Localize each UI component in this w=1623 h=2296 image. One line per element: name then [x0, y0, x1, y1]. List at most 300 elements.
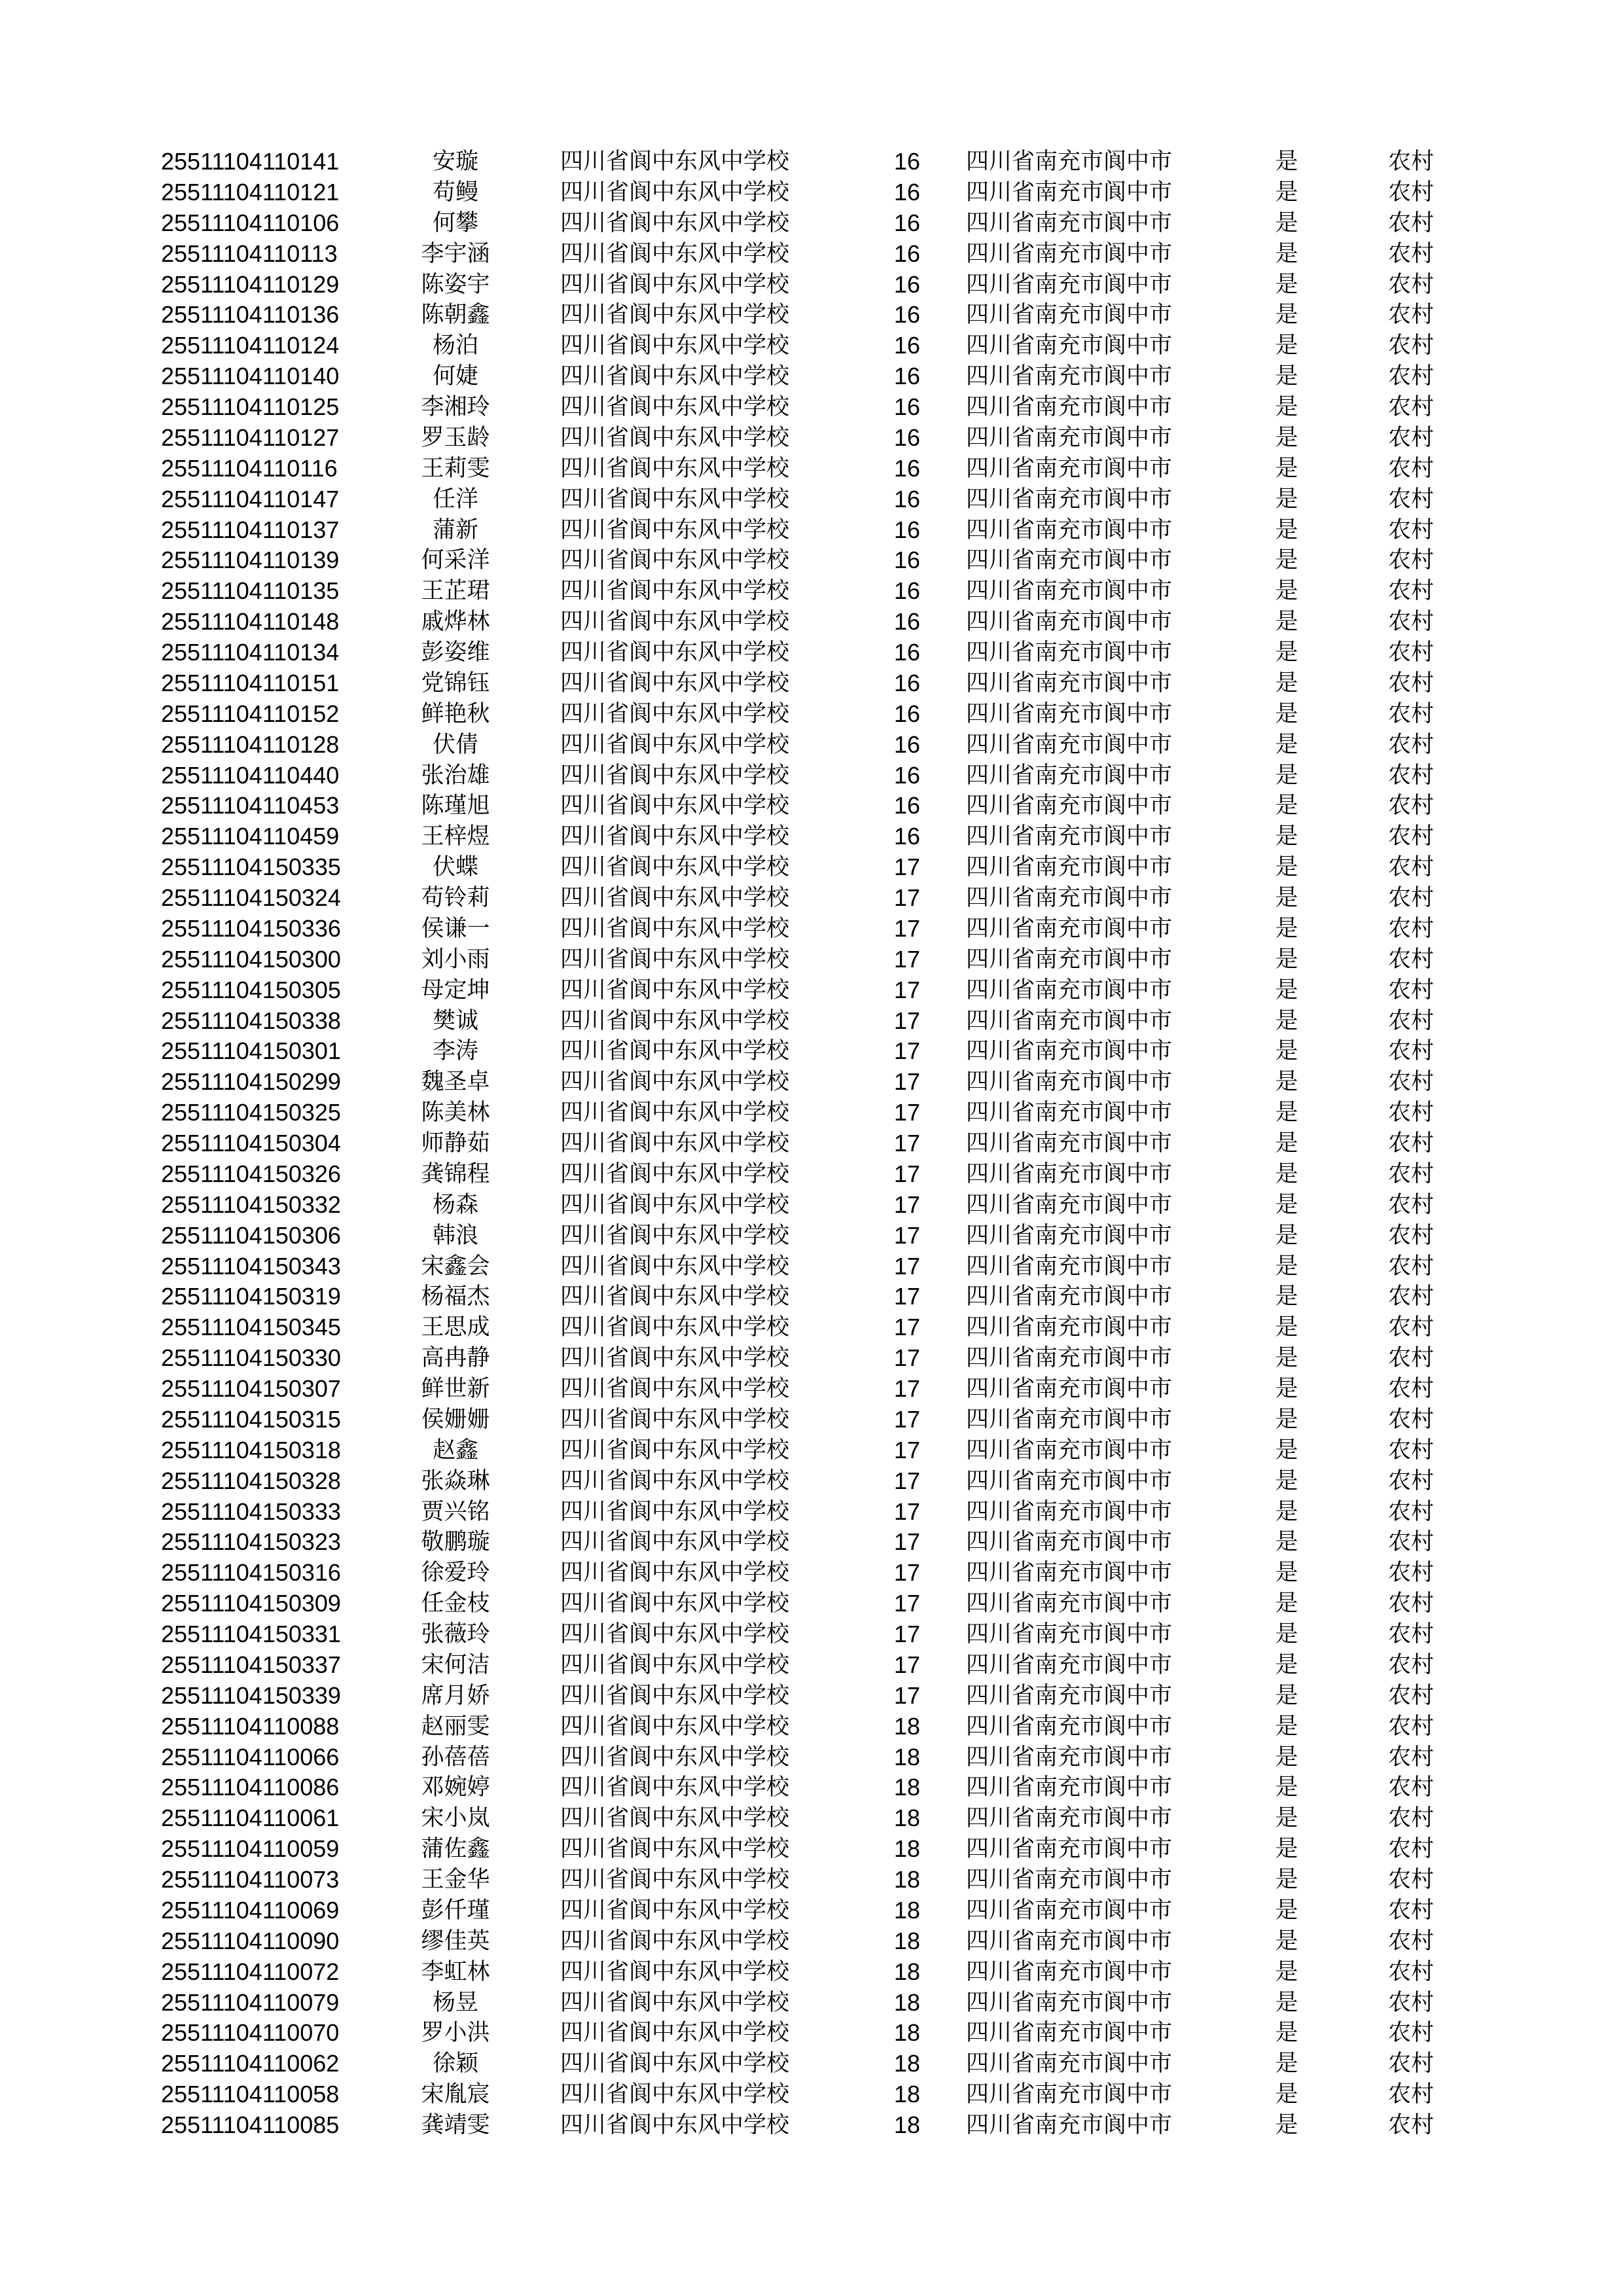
school-name: 四川省阆中东风中学校 — [560, 1007, 790, 1034]
student-id: 25511104150325 — [161, 1099, 341, 1126]
eligibility-flag: 是 — [1275, 885, 1298, 911]
table-row — [161, 1895, 1476, 1926]
student-name: 杨森 — [432, 1191, 478, 1218]
area-type: 农村 — [1387, 1867, 1434, 1893]
eligibility-flag: 是 — [1275, 1805, 1298, 1832]
student-id: 25511104150309 — [161, 1590, 341, 1617]
grade-number: 16 — [893, 700, 921, 727]
table-row — [161, 208, 1476, 239]
table-row — [161, 944, 1476, 975]
grade-number: 16 — [893, 577, 921, 605]
area-type: 农村 — [1387, 1376, 1434, 1402]
student-name: 缪佳英 — [421, 1928, 490, 1954]
grade-number: 16 — [893, 823, 921, 850]
school-name: 四川省阆中东风中学校 — [560, 424, 790, 451]
grade-number: 16 — [893, 761, 921, 789]
region: 四川省南充市阆中市 — [966, 240, 1173, 267]
area-type: 农村 — [1387, 1774, 1434, 1801]
table-row — [161, 883, 1476, 914]
student-name: 李虹林 — [421, 1958, 490, 1985]
student-name: 韩浪 — [432, 1222, 478, 1249]
eligibility-flag: 是 — [1275, 1191, 1298, 1218]
student-id: 25511104150306 — [161, 1221, 341, 1249]
table-row — [161, 1435, 1476, 1466]
school-name: 四川省阆中东风中学校 — [560, 1805, 790, 1832]
school-name: 四川省阆中东风中学校 — [560, 1621, 790, 1647]
student-name: 李湘玲 — [421, 394, 490, 420]
school-name: 四川省阆中东风中学校 — [560, 1467, 790, 1494]
school-name: 四川省阆中东风中学校 — [560, 2081, 790, 2108]
grade-number: 16 — [893, 547, 921, 574]
student-id: 25511104110073 — [161, 1866, 340, 1893]
region: 四川省南充市阆中市 — [966, 1253, 1173, 1280]
region: 四川省南充市阆中市 — [966, 823, 1173, 850]
school-name: 四川省阆中东风中学校 — [560, 1713, 790, 1740]
student-name: 伏倩 — [432, 731, 478, 758]
eligibility-flag: 是 — [1275, 1621, 1298, 1647]
region: 四川省南充市阆中市 — [966, 547, 1173, 574]
region: 四川省南充市阆中市 — [966, 1283, 1173, 1310]
student-id: 25511104150304 — [161, 1130, 341, 1157]
student-name: 王梓煜 — [421, 823, 490, 850]
student-id: 25511104110125 — [161, 393, 340, 420]
table-row — [161, 1497, 1476, 1528]
student-name: 任金枝 — [421, 1590, 490, 1617]
eligibility-flag: 是 — [1275, 1744, 1298, 1770]
school-name: 四川省阆中东风中学校 — [560, 302, 790, 329]
student-name: 孙蓓蓓 — [421, 1744, 490, 1770]
student-name: 安璇 — [432, 149, 478, 175]
student-name: 陈美林 — [421, 1100, 490, 1126]
student-id: 25511104150318 — [161, 1436, 341, 1463]
grade-number: 17 — [893, 1559, 921, 1587]
table-row — [161, 1343, 1476, 1374]
student-name: 罗玉龄 — [421, 424, 490, 451]
table-row — [161, 177, 1476, 208]
student-table — [161, 147, 1476, 2141]
grade-number: 16 — [893, 270, 921, 298]
region: 四川省南充市阆中市 — [966, 332, 1173, 359]
student-id: 25511104150299 — [161, 1068, 341, 1096]
area-type: 农村 — [1387, 2051, 1434, 2077]
student-id: 25511104110124 — [161, 332, 340, 359]
table-row — [161, 147, 1476, 177]
eligibility-flag: 是 — [1275, 1283, 1298, 1310]
region: 四川省南充市阆中市 — [966, 1989, 1173, 2016]
eligibility-flag: 是 — [1275, 363, 1298, 390]
region: 四川省南充市阆中市 — [966, 1345, 1173, 1372]
student-id: 25511104110066 — [161, 1743, 340, 1770]
eligibility-flag: 是 — [1275, 394, 1298, 420]
table-row — [161, 1312, 1476, 1343]
student-name: 伏蝶 — [432, 854, 478, 881]
student-name: 彭姿维 — [421, 639, 490, 666]
school-name: 四川省阆中东风中学校 — [560, 1958, 790, 1985]
school-name: 四川省阆中东风中学校 — [560, 1130, 790, 1157]
student-name: 侯谦一 — [421, 915, 490, 942]
area-type: 农村 — [1387, 977, 1434, 1003]
student-id: 25511104150328 — [161, 1467, 341, 1494]
eligibility-flag: 是 — [1275, 486, 1298, 512]
student-name: 苟铃莉 — [421, 885, 490, 911]
school-name: 四川省阆中东风中学校 — [560, 1376, 790, 1402]
student-id: 25511104110090 — [161, 1927, 340, 1954]
table-row — [161, 270, 1476, 300]
table-row — [161, 1650, 1476, 1681]
school-name: 四川省阆中东风中学校 — [560, 1590, 790, 1617]
student-name: 宋小岚 — [421, 1805, 490, 1832]
table-row — [161, 1282, 1476, 1312]
grade-number: 18 — [893, 1958, 921, 1985]
student-name: 张治雄 — [421, 762, 490, 789]
area-type: 农村 — [1387, 1100, 1434, 1126]
table-row — [161, 392, 1476, 423]
school-name: 四川省阆中东风中学校 — [560, 1836, 790, 1863]
region: 四川省南充市阆中市 — [966, 302, 1173, 329]
area-type: 农村 — [1387, 1467, 1434, 1494]
student-name: 戚烨林 — [421, 609, 490, 636]
school-name: 四川省阆中东风中学校 — [560, 609, 790, 636]
student-name: 徐颖 — [432, 2051, 478, 2077]
table-row — [161, 1834, 1476, 1865]
region: 四川省南充市阆中市 — [966, 1160, 1173, 1187]
grade-number: 17 — [893, 1344, 921, 1372]
student-name: 高冉静 — [421, 1345, 490, 1372]
area-type: 农村 — [1387, 1590, 1434, 1617]
school-name: 四川省阆中东风中学校 — [560, 1651, 790, 1678]
grade-number: 16 — [893, 669, 921, 696]
eligibility-flag: 是 — [1275, 179, 1298, 206]
table-row — [161, 576, 1476, 607]
table-row — [161, 239, 1476, 270]
eligibility-flag: 是 — [1275, 455, 1298, 482]
student-name: 蒲新 — [432, 516, 478, 543]
table-row — [161, 1527, 1476, 1558]
eligibility-flag: 是 — [1275, 2020, 1298, 2047]
school-name: 四川省阆中东风中学校 — [560, 1222, 790, 1249]
student-name: 宋胤宸 — [421, 2081, 490, 2108]
eligibility-flag: 是 — [1275, 1007, 1298, 1034]
school-name: 四川省阆中东风中学校 — [560, 516, 790, 543]
area-type: 农村 — [1387, 271, 1434, 298]
student-name: 宋鑫会 — [421, 1253, 490, 1280]
table-row — [161, 607, 1476, 637]
region: 四川省南充市阆中市 — [966, 1621, 1173, 1647]
region: 四川省南充市阆中市 — [966, 1958, 1173, 1985]
region: 四川省南充市阆中市 — [966, 762, 1173, 789]
area-type: 农村 — [1387, 670, 1434, 696]
region: 四川省南充市阆中市 — [966, 1744, 1173, 1770]
area-type: 农村 — [1387, 1744, 1434, 1770]
eligibility-flag: 是 — [1275, 731, 1298, 758]
eligibility-flag: 是 — [1275, 1958, 1298, 1985]
area-type: 农村 — [1387, 1989, 1434, 2016]
student-id: 25511104110116 — [161, 454, 338, 482]
area-type: 农村 — [1387, 1191, 1434, 1218]
school-name: 四川省阆中东风中学校 — [560, 2112, 790, 2138]
student-name: 陈瑾旭 — [421, 793, 490, 819]
eligibility-flag: 是 — [1275, 1467, 1298, 1494]
area-type: 农村 — [1387, 1713, 1434, 1740]
table-row — [161, 730, 1476, 761]
grade-number: 17 — [893, 853, 921, 881]
table-row — [161, 1712, 1476, 1742]
eligibility-flag: 是 — [1275, 700, 1298, 727]
school-name: 四川省阆中东风中学校 — [560, 1560, 790, 1587]
area-type: 农村 — [1387, 1498, 1434, 1525]
area-type: 农村 — [1387, 1682, 1434, 1709]
student-name: 宋何洁 — [421, 1651, 490, 1678]
grade-number: 17 — [893, 1160, 921, 1187]
table-row — [161, 1865, 1476, 1895]
eligibility-flag: 是 — [1275, 578, 1298, 605]
student-name: 母定坤 — [421, 977, 490, 1003]
region: 四川省南充市阆中市 — [966, 1928, 1173, 1954]
area-type: 农村 — [1387, 578, 1434, 605]
table-row — [161, 331, 1476, 361]
grade-number: 16 — [893, 301, 921, 329]
region: 四川省南充市阆中市 — [966, 1836, 1173, 1863]
student-id: 25511104110121 — [161, 178, 340, 206]
region: 四川省南充市阆中市 — [966, 1222, 1173, 1249]
area-type: 农村 — [1387, 1928, 1434, 1954]
grade-number: 18 — [893, 1743, 921, 1770]
school-name: 四川省阆中东风中学校 — [560, 2051, 790, 2077]
area-type: 农村 — [1387, 1160, 1434, 1187]
student-id: 25511104150305 — [161, 976, 341, 1003]
grade-number: 16 — [893, 792, 921, 819]
table-row — [161, 637, 1476, 668]
region: 四川省南充市阆中市 — [966, 1774, 1173, 1801]
table-row — [161, 1772, 1476, 1803]
area-type: 农村 — [1387, 1314, 1434, 1341]
student-name: 苟鳗 — [432, 179, 478, 206]
school-name: 四川省阆中东风中学校 — [560, 793, 790, 819]
student-id: 25511104110453 — [161, 792, 340, 819]
school-name: 四川省阆中东风中学校 — [560, 762, 790, 789]
table-row — [161, 361, 1476, 392]
eligibility-flag: 是 — [1275, 1590, 1298, 1617]
grade-number: 17 — [893, 884, 921, 911]
student-name: 王思成 — [421, 1314, 490, 1341]
area-type: 农村 — [1387, 915, 1434, 942]
grade-number: 18 — [893, 2050, 921, 2077]
area-type: 农村 — [1387, 302, 1434, 329]
student-id: 25511104110137 — [161, 516, 340, 543]
eligibility-flag: 是 — [1275, 1498, 1298, 1525]
table-row — [161, 852, 1476, 883]
grade-number: 16 — [893, 332, 921, 359]
region: 四川省南充市阆中市 — [966, 731, 1173, 758]
eligibility-flag: 是 — [1275, 1376, 1298, 1402]
grade-number: 16 — [893, 423, 921, 451]
region: 四川省南充市阆中市 — [966, 1498, 1173, 1525]
student-id: 25511104150336 — [161, 914, 341, 942]
grade-number: 17 — [893, 1191, 921, 1218]
area-type: 农村 — [1387, 547, 1434, 574]
table-row — [161, 1098, 1476, 1128]
grade-number: 17 — [893, 1498, 921, 1525]
grade-number: 18 — [893, 1988, 921, 2016]
table-row — [161, 1803, 1476, 1834]
grade-number: 17 — [893, 1037, 921, 1065]
grade-number: 17 — [893, 1528, 921, 1556]
area-type: 农村 — [1387, 1836, 1434, 1863]
table-row — [161, 699, 1476, 730]
eligibility-flag: 是 — [1275, 1069, 1298, 1096]
region: 四川省南充市阆中市 — [966, 1069, 1173, 1096]
student-id: 25511104110069 — [161, 1896, 340, 1924]
student-id: 25511104110459 — [161, 823, 340, 850]
student-name: 李涛 — [432, 1038, 478, 1065]
area-type: 农村 — [1387, 885, 1434, 911]
eligibility-flag: 是 — [1275, 1160, 1298, 1187]
student-name: 党锦钰 — [421, 670, 490, 696]
eligibility-flag: 是 — [1275, 149, 1298, 175]
school-name: 四川省阆中东风中学校 — [560, 1867, 790, 1893]
area-type: 农村 — [1387, 2020, 1434, 2047]
student-name: 樊诚 — [432, 1007, 478, 1034]
school-name: 四川省阆中东风中学校 — [560, 670, 790, 696]
region: 四川省南充市阆中市 — [966, 2020, 1173, 2047]
eligibility-flag: 是 — [1275, 547, 1298, 574]
table-row — [161, 515, 1476, 546]
grade-number: 17 — [893, 976, 921, 1003]
student-id: 25511104110134 — [161, 639, 340, 666]
school-name: 四川省阆中东风中学校 — [560, 700, 790, 727]
school-name: 四川省阆中东风中学校 — [560, 1744, 790, 1770]
student-name: 杨昱 — [432, 1989, 478, 2016]
table-row — [161, 1067, 1476, 1098]
region: 四川省南充市阆中市 — [966, 1529, 1173, 1556]
grade-number: 16 — [893, 516, 921, 543]
area-type: 农村 — [1387, 731, 1434, 758]
student-name: 敬鹏璇 — [421, 1529, 490, 1556]
region: 四川省南充市阆中市 — [966, 1805, 1173, 1832]
grade-number: 17 — [893, 1467, 921, 1494]
grade-number: 17 — [893, 1436, 921, 1463]
eligibility-flag: 是 — [1275, 1100, 1298, 1126]
school-name: 四川省阆中东风中学校 — [560, 1498, 790, 1525]
student-name: 刘小雨 — [421, 946, 490, 973]
school-name: 四川省阆中东风中学校 — [560, 1529, 790, 1556]
area-type: 农村 — [1387, 946, 1434, 973]
student-id: 25511104110113 — [161, 240, 338, 267]
table-row — [161, 1190, 1476, 1221]
grade-number: 17 — [893, 1590, 921, 1617]
student-name: 师静茹 — [421, 1130, 490, 1157]
region: 四川省南充市阆中市 — [966, 1467, 1173, 1494]
school-name: 四川省阆中东风中学校 — [560, 1069, 790, 1096]
student-id: 25511104110147 — [161, 485, 340, 512]
student-id: 25511104150332 — [161, 1191, 341, 1218]
area-type: 农村 — [1387, 240, 1434, 267]
student-id: 25511104110079 — [161, 1988, 340, 2016]
eligibility-flag: 是 — [1275, 762, 1298, 789]
area-type: 农村 — [1387, 1222, 1434, 1249]
student-name: 魏圣卓 — [421, 1069, 490, 1096]
student-id: 25511104110070 — [161, 2019, 340, 2047]
area-type: 农村 — [1387, 363, 1434, 390]
table-row — [161, 1588, 1476, 1619]
school-name: 四川省阆中东风中学校 — [560, 363, 790, 390]
student-id: 25511104110152 — [161, 700, 340, 727]
eligibility-flag: 是 — [1275, 424, 1298, 451]
student-id: 25511104150307 — [161, 1375, 341, 1402]
area-type: 农村 — [1387, 1529, 1434, 1556]
school-name: 四川省阆中东风中学校 — [560, 946, 790, 973]
school-name: 四川省阆中东风中学校 — [560, 578, 790, 605]
student-name: 赵丽雯 — [421, 1713, 490, 1740]
eligibility-flag: 是 — [1275, 1867, 1298, 1893]
area-type: 农村 — [1387, 793, 1434, 819]
eligibility-flag: 是 — [1275, 516, 1298, 543]
school-name: 四川省阆中东风中学校 — [560, 1774, 790, 1801]
student-id: 25511104110059 — [161, 1835, 340, 1863]
region: 四川省南充市阆中市 — [966, 486, 1173, 512]
area-type: 农村 — [1387, 1897, 1434, 1924]
student-id: 25511104110148 — [161, 608, 340, 636]
eligibility-flag: 是 — [1275, 1314, 1298, 1341]
grade-number: 17 — [893, 1007, 921, 1034]
student-name: 杨福杰 — [421, 1283, 490, 1310]
student-name: 陈姿宇 — [421, 271, 490, 298]
region: 四川省南充市阆中市 — [966, 1651, 1173, 1678]
region: 四川省南充市阆中市 — [966, 700, 1173, 727]
school-name: 四川省阆中东风中学校 — [560, 394, 790, 420]
school-name: 四川省阆中东风中学校 — [560, 1253, 790, 1280]
grade-number: 16 — [893, 178, 921, 206]
region: 四川省南充市阆中市 — [966, 1406, 1173, 1433]
grade-number: 16 — [893, 454, 921, 482]
school-name: 四川省阆中东风中学校 — [560, 1437, 790, 1463]
grade-number: 18 — [893, 1927, 921, 1954]
grade-number: 18 — [893, 1712, 921, 1740]
school-name: 四川省阆中东风中学校 — [560, 240, 790, 267]
region: 四川省南充市阆中市 — [966, 1682, 1173, 1709]
area-type: 农村 — [1387, 516, 1434, 543]
student-id: 25511104150331 — [161, 1621, 341, 1647]
grade-number: 16 — [893, 363, 921, 390]
area-type: 农村 — [1387, 2112, 1434, 2138]
school-name: 四川省阆中东风中学校 — [560, 915, 790, 942]
eligibility-flag: 是 — [1275, 209, 1298, 236]
area-type: 农村 — [1387, 486, 1434, 512]
region: 四川省南充市阆中市 — [966, 1867, 1173, 1893]
school-name: 四川省阆中东风中学校 — [560, 1897, 790, 1924]
eligibility-flag: 是 — [1275, 271, 1298, 298]
school-name: 四川省阆中东风中学校 — [560, 209, 790, 236]
student-name: 席月娇 — [421, 1682, 490, 1709]
table-row — [161, 1006, 1476, 1037]
region: 四川省南充市阆中市 — [966, 1437, 1173, 1463]
grade-number: 16 — [893, 608, 921, 636]
student-id: 25511104150343 — [161, 1252, 341, 1280]
grade-number: 17 — [893, 1681, 921, 1709]
eligibility-flag: 是 — [1275, 1651, 1298, 1678]
region: 四川省南充市阆中市 — [966, 946, 1173, 973]
school-name: 四川省阆中东风中学校 — [560, 731, 790, 758]
region: 四川省南充市阆中市 — [966, 1100, 1173, 1126]
table-row — [161, 454, 1476, 484]
region: 四川省南充市阆中市 — [966, 977, 1173, 1003]
school-name: 四川省阆中东风中学校 — [560, 179, 790, 206]
region: 四川省南充市阆中市 — [966, 1130, 1173, 1157]
table-row — [161, 1159, 1476, 1190]
student-id: 25511104150324 — [161, 884, 341, 911]
student-id: 25511104110062 — [161, 2050, 340, 2077]
student-id: 25511104110127 — [161, 423, 340, 451]
